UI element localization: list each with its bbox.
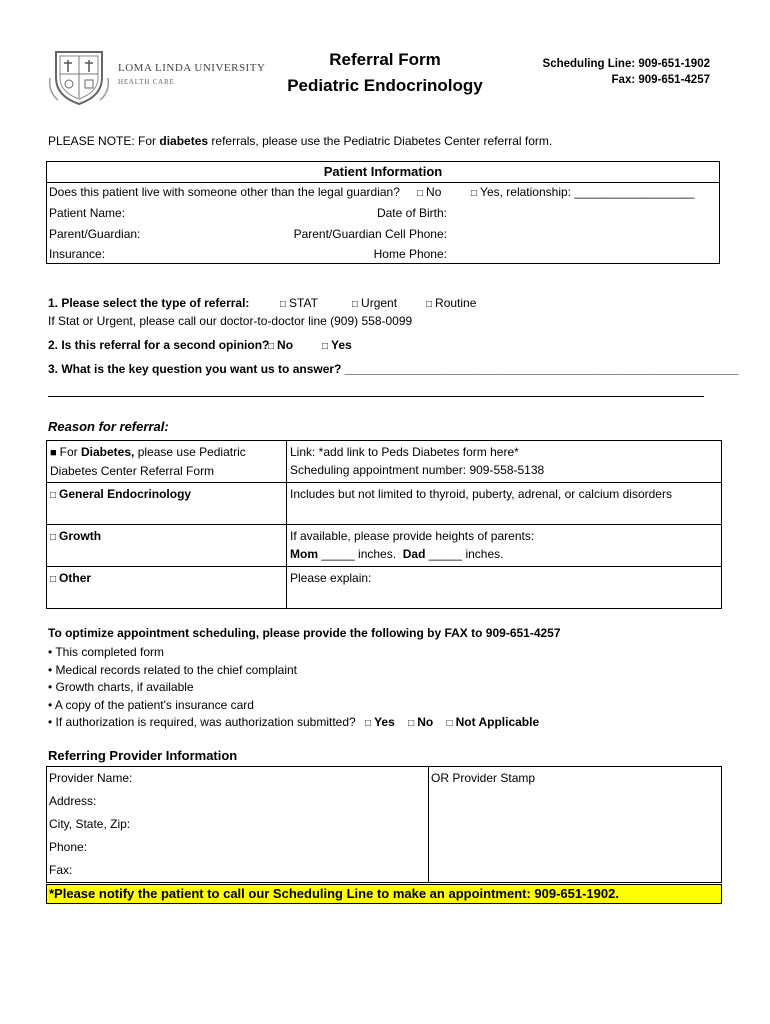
growth-desc: If available, please provide heights of parents: (290, 529, 535, 543)
diabetes-line2: Diabetes Center Referral Form (50, 464, 215, 478)
logo (48, 48, 110, 106)
provider-name-field[interactable]: Provider Name: (49, 771, 133, 785)
scheduling-notice: *Please notify the patient to call our Scheduling Line to make an appointment: 909-651-1902. (46, 884, 722, 904)
q1-label: 1. Please select the type of referral: (48, 296, 250, 310)
q2-yes-label: Yes (331, 338, 352, 352)
growth-dad: Dad (402, 547, 426, 561)
fax-line: Fax: 909-651-4257 (611, 74, 710, 86)
gen-endo-option[interactable] (47, 483, 287, 525)
q1-stat-label: STAT (289, 296, 318, 310)
provider-stamp-label: OR Provider Stamp (431, 771, 536, 785)
diabetes-cell (47, 441, 287, 483)
checkbox-icon: □ (268, 341, 275, 352)
diabetes-link[interactable]: Link: *add link to Peds Diabetes form here* (290, 445, 519, 459)
provider-address-field[interactable]: Address: (49, 794, 97, 808)
diabetes-sched: Scheduling appointment number: 909-558-5138 (290, 463, 545, 477)
diabetes-info-cell (287, 441, 722, 483)
q1-stat-option[interactable] (280, 296, 318, 310)
auth-no-option[interactable] (408, 715, 433, 729)
q2-label: 2. Is this referral for a second opinion? (48, 338, 270, 352)
guardian-no-label: No (426, 185, 442, 199)
dob-label: Date of Birth: (376, 206, 447, 220)
patient-info-section (46, 161, 720, 264)
reason-table (46, 440, 722, 609)
fax-item: • This completed form (48, 645, 165, 659)
reason-heading: Reason for referral: (48, 419, 169, 434)
checkbox-icon: □ (365, 718, 372, 729)
other-desc[interactable]: Please explain: (287, 567, 722, 609)
form-title: Referral Form (329, 50, 441, 69)
growth-cell (287, 525, 722, 567)
provider-stamp-cell[interactable] (429, 767, 722, 883)
checkbox-icon: □ (426, 299, 433, 310)
patient-name-row (49, 204, 717, 222)
provider-fax-field[interactable]: Fax: (49, 863, 73, 877)
growth-label: Growth (59, 529, 102, 543)
note-suffix: referrals, please use the Pediatric Diabetes Center referral form. (208, 134, 553, 148)
auth-na-option[interactable] (447, 715, 540, 729)
parent-phone-label: Parent/Guardian Cell Phone: (293, 227, 447, 241)
reason-row-gen-endo (47, 483, 722, 525)
diabetes-bold: Diabetes, (81, 445, 135, 459)
logo-subtitle: HEALTH CARE (118, 78, 175, 86)
q1-urgent-option[interactable] (352, 296, 397, 310)
q1-note: If Stat or Urgent, please call our doctor-to-doctor line (909) 558-0099 (48, 314, 413, 328)
checkbox-icon: □ (417, 188, 424, 199)
growth-dad-blank[interactable]: _____ inches. (425, 547, 504, 561)
checkbox-icon: □ (280, 299, 287, 310)
form-subtitle: Pediatric Endocrinology (287, 76, 483, 95)
auth-yes-label: Yes (374, 715, 395, 729)
fax-item: • Medical records related to the chief complaint (48, 662, 297, 677)
note-bold: diabetes (159, 134, 209, 148)
checkbox-icon: □ (352, 299, 359, 310)
other-label: Other (59, 571, 92, 585)
diabetes-note (48, 134, 552, 148)
provider-phone-field[interactable]: Phone: (49, 840, 88, 854)
provider-table (46, 766, 722, 883)
reason-row-other (47, 567, 722, 609)
q1-urgent-label: Urgent (361, 296, 398, 310)
note-prefix: PLEASE NOTE: For (48, 134, 160, 148)
q2-no-label: No (277, 338, 294, 352)
growth-mom: Mom (290, 547, 318, 561)
q2-no-option[interactable] (268, 338, 293, 352)
other-option[interactable] (47, 567, 287, 609)
diabetes-prefix: For (59, 445, 81, 459)
patient-name-label: Patient Name: (49, 206, 126, 220)
crest-icon (48, 48, 110, 106)
scheduling-line: Scheduling Line: 909-651-1902 (542, 58, 710, 70)
filled-checkbox-icon: ■ (50, 447, 57, 459)
guardian-question: Does this patient live with someone other than the legal guardian? (49, 185, 400, 199)
auth-na-label: Not Applicable (455, 715, 540, 729)
parent-row (49, 225, 717, 243)
provider-row (47, 767, 722, 883)
diabetes-rest: please use Pediatric (134, 445, 246, 459)
q3-answer-line[interactable] (48, 396, 704, 397)
fax-item: • Growth charts, if available (48, 680, 194, 694)
gen-endo-desc: Includes but not limited to thyroid, puberty, adrenal, or calcium disorders (287, 483, 722, 525)
reason-row-diabetes (47, 441, 722, 483)
provider-heading: Referring Provider Information (48, 748, 238, 763)
parent-label: Parent/Guardian: (49, 227, 141, 241)
guardian-yes-label: Yes, relationship: __________________ (480, 185, 695, 199)
q2-yes-option[interactable] (322, 338, 352, 352)
reason-row-growth (47, 525, 722, 567)
provider-city-field[interactable]: City, State, Zip: (49, 817, 131, 831)
guardian-yes-option[interactable] (471, 183, 694, 203)
growth-option[interactable] (47, 525, 287, 567)
q1-row (48, 296, 249, 310)
fax-heading: To optimize appointment scheduling, please provide the following by FAX to 909-651-4257 (48, 626, 561, 640)
checkbox-icon: □ (50, 574, 57, 585)
growth-mom-blank[interactable]: _____ inches. (318, 547, 403, 561)
checkbox-icon: □ (50, 490, 57, 501)
home-phone-label: Home Phone: (373, 247, 447, 261)
auth-no-label: No (417, 715, 434, 729)
guardian-no-option[interactable] (417, 183, 441, 203)
patient-info-heading: Patient Information (47, 162, 719, 183)
insurance-label: Insurance: (49, 247, 106, 261)
q1-routine-label: Routine (435, 296, 477, 310)
q1-routine-option[interactable] (426, 296, 476, 310)
fax-list (48, 644, 539, 733)
provider-fields-cell (47, 767, 429, 883)
checkbox-icon: □ (50, 532, 57, 543)
logo-name: LOMA LINDA UNIVERSITY (118, 62, 266, 74)
auth-question: • If authorization is required, was authorization submitted? (48, 715, 356, 729)
checkbox-icon: □ (446, 718, 453, 729)
gen-endo-label: General Endocrinology (59, 487, 192, 501)
checkbox-icon: □ (322, 341, 329, 352)
guardian-row (49, 183, 717, 201)
checkbox-icon: □ (408, 718, 415, 729)
fax-item-auth (48, 714, 539, 733)
checkbox-icon: □ (471, 188, 478, 199)
auth-yes-option[interactable] (365, 715, 395, 729)
insurance-row (49, 245, 717, 263)
q3-label: 3. What is the key question you want us to answer? ___________________________________________________________ (48, 362, 739, 376)
fax-item: • A copy of the patient's insurance card (48, 697, 254, 712)
